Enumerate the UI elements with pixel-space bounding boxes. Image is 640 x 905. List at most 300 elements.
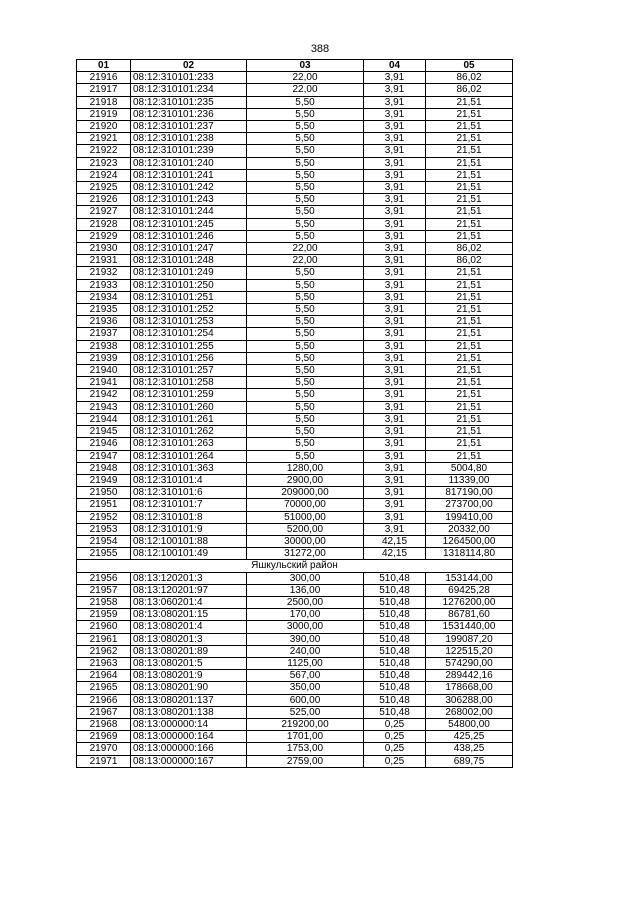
cadastral-number-cell: 08:12:310101:244 (131, 206, 247, 218)
area-cell: 5,50 (247, 377, 364, 389)
value-cell: 21,51 (426, 169, 513, 181)
rate-cell: 3,91 (364, 328, 426, 340)
rate-cell: 3,91 (364, 182, 426, 194)
cadastral-number-cell: 08:12:310101:263 (131, 438, 247, 450)
value-cell: 438,25 (426, 743, 513, 755)
value-cell: 689,75 (426, 755, 513, 767)
table-row (77, 645, 513, 657)
cadastral-number-cell: 08:12:310101:245 (131, 218, 247, 230)
rate-cell: 3,91 (364, 267, 426, 279)
cadastral-number-cell: 08:12:310101:254 (131, 328, 247, 340)
row-number-cell: 21953 (77, 523, 131, 535)
rate-cell: 42,15 (364, 535, 426, 547)
area-cell: 5,50 (247, 230, 364, 242)
table-row (77, 108, 513, 120)
row-number-cell: 21954 (77, 535, 131, 547)
area-cell: 22,00 (247, 84, 364, 96)
cadastral-number-cell: 08:13:000000:164 (131, 731, 247, 743)
cadastral-number-cell: 08:12:310101:4 (131, 474, 247, 486)
value-cell: 21,51 (426, 401, 513, 413)
rate-cell: 510,48 (364, 657, 426, 669)
table-row (77, 657, 513, 669)
section-header-row (77, 560, 513, 572)
value-cell: 86,02 (426, 72, 513, 84)
rate-cell: 3,91 (364, 169, 426, 181)
table-row (77, 572, 513, 584)
rate-cell: 0,25 (364, 755, 426, 767)
area-cell: 567,00 (247, 670, 364, 682)
table-row (77, 218, 513, 230)
area-cell: 1753,00 (247, 743, 364, 755)
row-number-cell: 21957 (77, 584, 131, 596)
row-number-cell: 21918 (77, 96, 131, 108)
rate-cell: 3,91 (364, 194, 426, 206)
value-cell: 273700,00 (426, 499, 513, 511)
rate-cell: 3,91 (364, 145, 426, 157)
area-cell: 5,50 (247, 426, 364, 438)
table-row (77, 255, 513, 267)
row-number-cell: 21943 (77, 401, 131, 413)
value-cell: 86781,60 (426, 609, 513, 621)
cadastral-number-cell: 08:12:310101:7 (131, 499, 247, 511)
area-cell: 31272,00 (247, 548, 364, 560)
rate-cell: 3,91 (364, 511, 426, 523)
value-cell: 425,25 (426, 731, 513, 743)
rate-cell: 510,48 (364, 682, 426, 694)
row-number-cell: 21927 (77, 206, 131, 218)
value-cell: 21,51 (426, 426, 513, 438)
rate-cell: 0,25 (364, 731, 426, 743)
area-cell: 5,50 (247, 96, 364, 108)
area-cell: 525,00 (247, 706, 364, 718)
value-cell: 21,51 (426, 121, 513, 133)
rate-cell: 3,91 (364, 291, 426, 303)
row-number-cell: 21967 (77, 706, 131, 718)
area-cell: 5,50 (247, 157, 364, 169)
area-cell: 22,00 (247, 72, 364, 84)
table-row (77, 352, 513, 364)
rate-cell: 3,91 (364, 304, 426, 316)
cadastral-number-cell: 08:12:310101:259 (131, 389, 247, 401)
row-number-cell: 21947 (77, 450, 131, 462)
area-cell: 2900,00 (247, 474, 364, 486)
cadastral-number-cell: 08:12:100101:49 (131, 548, 247, 560)
table-row (77, 230, 513, 242)
rate-cell: 3,91 (364, 316, 426, 328)
cadastral-number-cell: 08:12:310101:9 (131, 523, 247, 535)
rate-cell: 3,91 (364, 401, 426, 413)
rate-cell: 3,91 (364, 389, 426, 401)
value-cell: 21,51 (426, 182, 513, 194)
area-cell: 390,00 (247, 633, 364, 645)
table-row (77, 462, 513, 474)
rate-cell: 3,91 (364, 84, 426, 96)
area-cell: 300,00 (247, 572, 364, 584)
value-cell: 21,51 (426, 96, 513, 108)
cadastral-number-cell: 08:12:310101:250 (131, 279, 247, 291)
row-number-cell: 21916 (77, 72, 131, 84)
row-number-cell: 21928 (77, 218, 131, 230)
cadastral-number-cell: 08:12:310101:233 (131, 72, 247, 84)
table-row (77, 609, 513, 621)
cadastral-number-cell: 08:12:310101:6 (131, 487, 247, 499)
table-row (77, 145, 513, 157)
table-row (77, 169, 513, 181)
area-cell: 5,50 (247, 121, 364, 133)
value-cell: 289442,16 (426, 670, 513, 682)
value-cell: 69425,28 (426, 584, 513, 596)
rate-cell: 3,91 (364, 352, 426, 364)
value-cell: 122515,20 (426, 645, 513, 657)
rate-cell: 510,48 (364, 670, 426, 682)
row-number-cell: 21925 (77, 182, 131, 194)
rate-cell: 3,91 (364, 340, 426, 352)
column-header-03: 03 (247, 60, 364, 72)
table-row (77, 316, 513, 328)
row-number-cell: 21926 (77, 194, 131, 206)
rate-cell: 3,91 (364, 243, 426, 255)
table-row (77, 474, 513, 486)
rate-cell: 510,48 (364, 694, 426, 706)
area-cell: 5,50 (247, 108, 364, 120)
row-number-cell: 21931 (77, 255, 131, 267)
value-cell: 86,02 (426, 84, 513, 96)
area-cell: 5,50 (247, 291, 364, 303)
row-number-cell: 21933 (77, 279, 131, 291)
table-row (77, 755, 513, 767)
value-cell: 21,51 (426, 157, 513, 169)
section-header-body (77, 560, 513, 572)
row-number-cell: 21919 (77, 108, 131, 120)
value-cell: 21,51 (426, 365, 513, 377)
rate-cell: 3,91 (364, 413, 426, 425)
table-row (77, 743, 513, 755)
table-row (77, 487, 513, 499)
area-cell: 209000,00 (247, 487, 364, 499)
rate-cell: 3,91 (364, 487, 426, 499)
table-header-row (77, 60, 513, 72)
table-row (77, 596, 513, 608)
table-row (77, 633, 513, 645)
cadastral-number-cell: 08:12:310101:243 (131, 194, 247, 206)
rate-cell: 3,91 (364, 438, 426, 450)
row-number-cell: 21924 (77, 169, 131, 181)
row-number-cell: 21948 (77, 462, 131, 474)
area-cell: 5,50 (247, 267, 364, 279)
cadastral-number-cell: 08:12:310101:252 (131, 304, 247, 316)
rate-cell: 3,91 (364, 157, 426, 169)
cadastral-number-cell: 08:12:310101:240 (131, 157, 247, 169)
value-cell: 21,51 (426, 328, 513, 340)
area-cell: 2500,00 (247, 596, 364, 608)
table-row (77, 718, 513, 730)
value-cell: 20332,00 (426, 523, 513, 535)
rate-cell: 3,91 (364, 121, 426, 133)
table-row (77, 267, 513, 279)
row-number-cell: 21971 (77, 755, 131, 767)
cadastral-number-cell: 08:12:310101:236 (131, 108, 247, 120)
area-cell: 5,50 (247, 182, 364, 194)
cadastral-number-cell: 08:13:080201:4 (131, 621, 247, 633)
value-cell: 21,51 (426, 352, 513, 364)
cadastral-number-cell: 08:12:310101:235 (131, 96, 247, 108)
rate-cell: 0,25 (364, 718, 426, 730)
table-row (77, 548, 513, 560)
area-cell: 600,00 (247, 694, 364, 706)
table-row (77, 731, 513, 743)
area-cell: 5,50 (247, 389, 364, 401)
row-number-cell: 21938 (77, 340, 131, 352)
row-number-cell: 21960 (77, 621, 131, 633)
cadastral-number-cell: 08:12:310101:246 (131, 230, 247, 242)
value-cell: 5004,80 (426, 462, 513, 474)
cadastral-number-cell: 08:13:060201:4 (131, 596, 247, 608)
cadastral-number-cell: 08:13:080201:3 (131, 633, 247, 645)
rate-cell: 3,91 (364, 279, 426, 291)
cadastral-number-cell: 08:12:310101:264 (131, 450, 247, 462)
row-number-cell: 21956 (77, 572, 131, 584)
cadastral-number-cell: 08:13:080201:89 (131, 645, 247, 657)
table-row (77, 328, 513, 340)
cadastral-number-cell: 08:13:080201:90 (131, 682, 247, 694)
rate-cell: 3,91 (364, 218, 426, 230)
row-number-cell: 21962 (77, 645, 131, 657)
table-row (77, 438, 513, 450)
rate-cell: 3,91 (364, 377, 426, 389)
table-row (77, 243, 513, 255)
value-cell: 54800,00 (426, 718, 513, 730)
area-cell: 5,50 (247, 218, 364, 230)
column-header-02: 02 (131, 60, 247, 72)
area-cell: 5,50 (247, 133, 364, 145)
rate-cell: 3,91 (364, 450, 426, 462)
area-cell: 136,00 (247, 584, 364, 596)
area-cell: 5,50 (247, 340, 364, 352)
table-row (77, 670, 513, 682)
cadastral-number-cell: 08:12:310101:234 (131, 84, 247, 96)
cadastral-number-cell: 08:12:310101:258 (131, 377, 247, 389)
row-number-cell: 21942 (77, 389, 131, 401)
value-cell: 1531440,00 (426, 621, 513, 633)
row-number-cell: 21966 (77, 694, 131, 706)
rate-cell: 3,91 (364, 499, 426, 511)
row-number-cell: 21959 (77, 609, 131, 621)
row-number-cell: 21958 (77, 596, 131, 608)
value-cell: 817190,00 (426, 487, 513, 499)
table-row (77, 694, 513, 706)
value-cell: 1264500,00 (426, 535, 513, 547)
cadastral-number-cell: 08:12:310101:256 (131, 352, 247, 364)
cadastral-number-cell: 08:13:080201:138 (131, 706, 247, 718)
value-cell: 11339,00 (426, 474, 513, 486)
rate-cell: 3,91 (364, 96, 426, 108)
table-row (77, 340, 513, 352)
rate-cell: 510,48 (364, 584, 426, 596)
row-number-cell: 21929 (77, 230, 131, 242)
row-number-cell: 21950 (77, 487, 131, 499)
area-cell: 3000,00 (247, 621, 364, 633)
value-cell: 21,51 (426, 316, 513, 328)
cadastral-number-cell: 08:13:080201:9 (131, 670, 247, 682)
cadastral-number-cell: 08:13:000000:14 (131, 718, 247, 730)
table-row (77, 121, 513, 133)
cadastral-number-cell: 08:12:310101:237 (131, 121, 247, 133)
section-title: Яшкульский район (77, 560, 513, 572)
row-number-cell: 21935 (77, 304, 131, 316)
cadastral-number-cell: 08:12:310101:238 (131, 133, 247, 145)
cadastral-number-cell: 08:12:100101:88 (131, 535, 247, 547)
value-cell: 86,02 (426, 255, 513, 267)
area-cell: 5,50 (247, 438, 364, 450)
table-row (77, 682, 513, 694)
rate-cell: 3,91 (364, 72, 426, 84)
cadastral-number-cell: 08:12:310101:239 (131, 145, 247, 157)
rate-cell: 0,25 (364, 743, 426, 755)
cadastral-number-cell: 08:12:310101:8 (131, 511, 247, 523)
rate-cell: 3,91 (364, 426, 426, 438)
cadastral-number-cell: 08:12:310101:363 (131, 462, 247, 474)
area-cell: 51000,00 (247, 511, 364, 523)
table-row (77, 389, 513, 401)
row-number-cell: 21968 (77, 718, 131, 730)
table-row (77, 584, 513, 596)
area-cell: 240,00 (247, 645, 364, 657)
area-cell: 1280,00 (247, 462, 364, 474)
rate-cell: 510,48 (364, 645, 426, 657)
table-row (77, 365, 513, 377)
cadastral-number-cell: 08:12:310101:257 (131, 365, 247, 377)
table-body-part2 (77, 572, 513, 767)
value-cell: 199087,20 (426, 633, 513, 645)
row-number-cell: 21963 (77, 657, 131, 669)
row-number-cell: 21970 (77, 743, 131, 755)
value-cell: 21,51 (426, 230, 513, 242)
table-row (77, 194, 513, 206)
area-cell: 219200,00 (247, 718, 364, 730)
value-cell: 21,51 (426, 340, 513, 352)
row-number-cell: 21934 (77, 291, 131, 303)
cadastral-number-cell: 08:12:310101:261 (131, 413, 247, 425)
value-cell: 21,51 (426, 413, 513, 425)
cadastral-number-cell: 08:12:310101:262 (131, 426, 247, 438)
table-row (77, 413, 513, 425)
value-cell: 21,51 (426, 108, 513, 120)
table-row (77, 621, 513, 633)
value-cell: 86,02 (426, 243, 513, 255)
cadastral-number-cell: 08:12:310101:260 (131, 401, 247, 413)
rate-cell: 3,91 (364, 206, 426, 218)
area-cell: 2759,00 (247, 755, 364, 767)
area-cell: 5,50 (247, 169, 364, 181)
area-cell: 22,00 (247, 255, 364, 267)
value-cell: 21,51 (426, 206, 513, 218)
row-number-cell: 21922 (77, 145, 131, 157)
cadastral-number-cell: 08:13:120201:3 (131, 572, 247, 584)
row-number-cell: 21930 (77, 243, 131, 255)
column-header-01: 01 (77, 60, 131, 72)
row-number-cell: 21961 (77, 633, 131, 645)
cadastral-number-cell: 08:12:310101:255 (131, 340, 247, 352)
cadastral-number-cell: 08:12:310101:242 (131, 182, 247, 194)
cadastral-number-cell: 08:13:000000:167 (131, 755, 247, 767)
cadastral-number-cell: 08:12:310101:247 (131, 243, 247, 255)
cadastral-number-cell: 08:12:310101:253 (131, 316, 247, 328)
area-cell: 5,50 (247, 206, 364, 218)
row-number-cell: 21945 (77, 426, 131, 438)
area-cell: 5,50 (247, 279, 364, 291)
area-cell: 5200,00 (247, 523, 364, 535)
cadastral-number-cell: 08:13:080201:15 (131, 609, 247, 621)
table-row (77, 706, 513, 718)
area-cell: 5,50 (247, 316, 364, 328)
table-body-part1 (77, 72, 513, 560)
rate-cell: 510,48 (364, 572, 426, 584)
row-number-cell: 21917 (77, 84, 131, 96)
table-row (77, 206, 513, 218)
area-cell: 5,50 (247, 304, 364, 316)
area-cell: 70000,00 (247, 499, 364, 511)
rate-cell: 510,48 (364, 596, 426, 608)
row-number-cell: 21940 (77, 365, 131, 377)
rate-cell: 3,91 (364, 474, 426, 486)
table-row (77, 499, 513, 511)
row-number-cell: 21932 (77, 267, 131, 279)
row-number-cell: 21921 (77, 133, 131, 145)
column-header-04: 04 (364, 60, 426, 72)
value-cell: 21,51 (426, 267, 513, 279)
table-row (77, 304, 513, 316)
value-cell: 21,51 (426, 194, 513, 206)
rate-cell: 510,48 (364, 609, 426, 621)
value-cell: 21,51 (426, 145, 513, 157)
table-row (77, 377, 513, 389)
table-row (77, 279, 513, 291)
table-row (77, 157, 513, 169)
value-cell: 153144,00 (426, 572, 513, 584)
area-cell: 1701,00 (247, 731, 364, 743)
value-cell: 1276200,00 (426, 596, 513, 608)
rate-cell: 510,48 (364, 706, 426, 718)
row-number-cell: 21941 (77, 377, 131, 389)
value-cell: 21,51 (426, 438, 513, 450)
rate-cell: 3,91 (364, 365, 426, 377)
area-cell: 5,50 (247, 450, 364, 462)
cadastral-number-cell: 08:13:080201:137 (131, 694, 247, 706)
row-number-cell: 21937 (77, 328, 131, 340)
cadastral-number-cell: 08:13:120201:97 (131, 584, 247, 596)
rate-cell: 3,91 (364, 462, 426, 474)
row-number-cell: 21920 (77, 121, 131, 133)
value-cell: 199410,00 (426, 511, 513, 523)
rate-cell: 42,15 (364, 548, 426, 560)
value-cell: 1318114,80 (426, 548, 513, 560)
rate-cell: 3,91 (364, 108, 426, 120)
page-number: 388 (310, 43, 330, 55)
row-number-cell: 21965 (77, 682, 131, 694)
row-number-cell: 21951 (77, 499, 131, 511)
cadastral-value-table (76, 59, 513, 768)
row-number-cell: 21952 (77, 511, 131, 523)
column-header-05: 05 (426, 60, 513, 72)
area-cell: 22,00 (247, 243, 364, 255)
row-number-cell: 21936 (77, 316, 131, 328)
value-cell: 178668,00 (426, 682, 513, 694)
table-row (77, 450, 513, 462)
rate-cell: 3,91 (364, 523, 426, 535)
table-row (77, 511, 513, 523)
area-cell: 1125,00 (247, 657, 364, 669)
value-cell: 574290,00 (426, 657, 513, 669)
